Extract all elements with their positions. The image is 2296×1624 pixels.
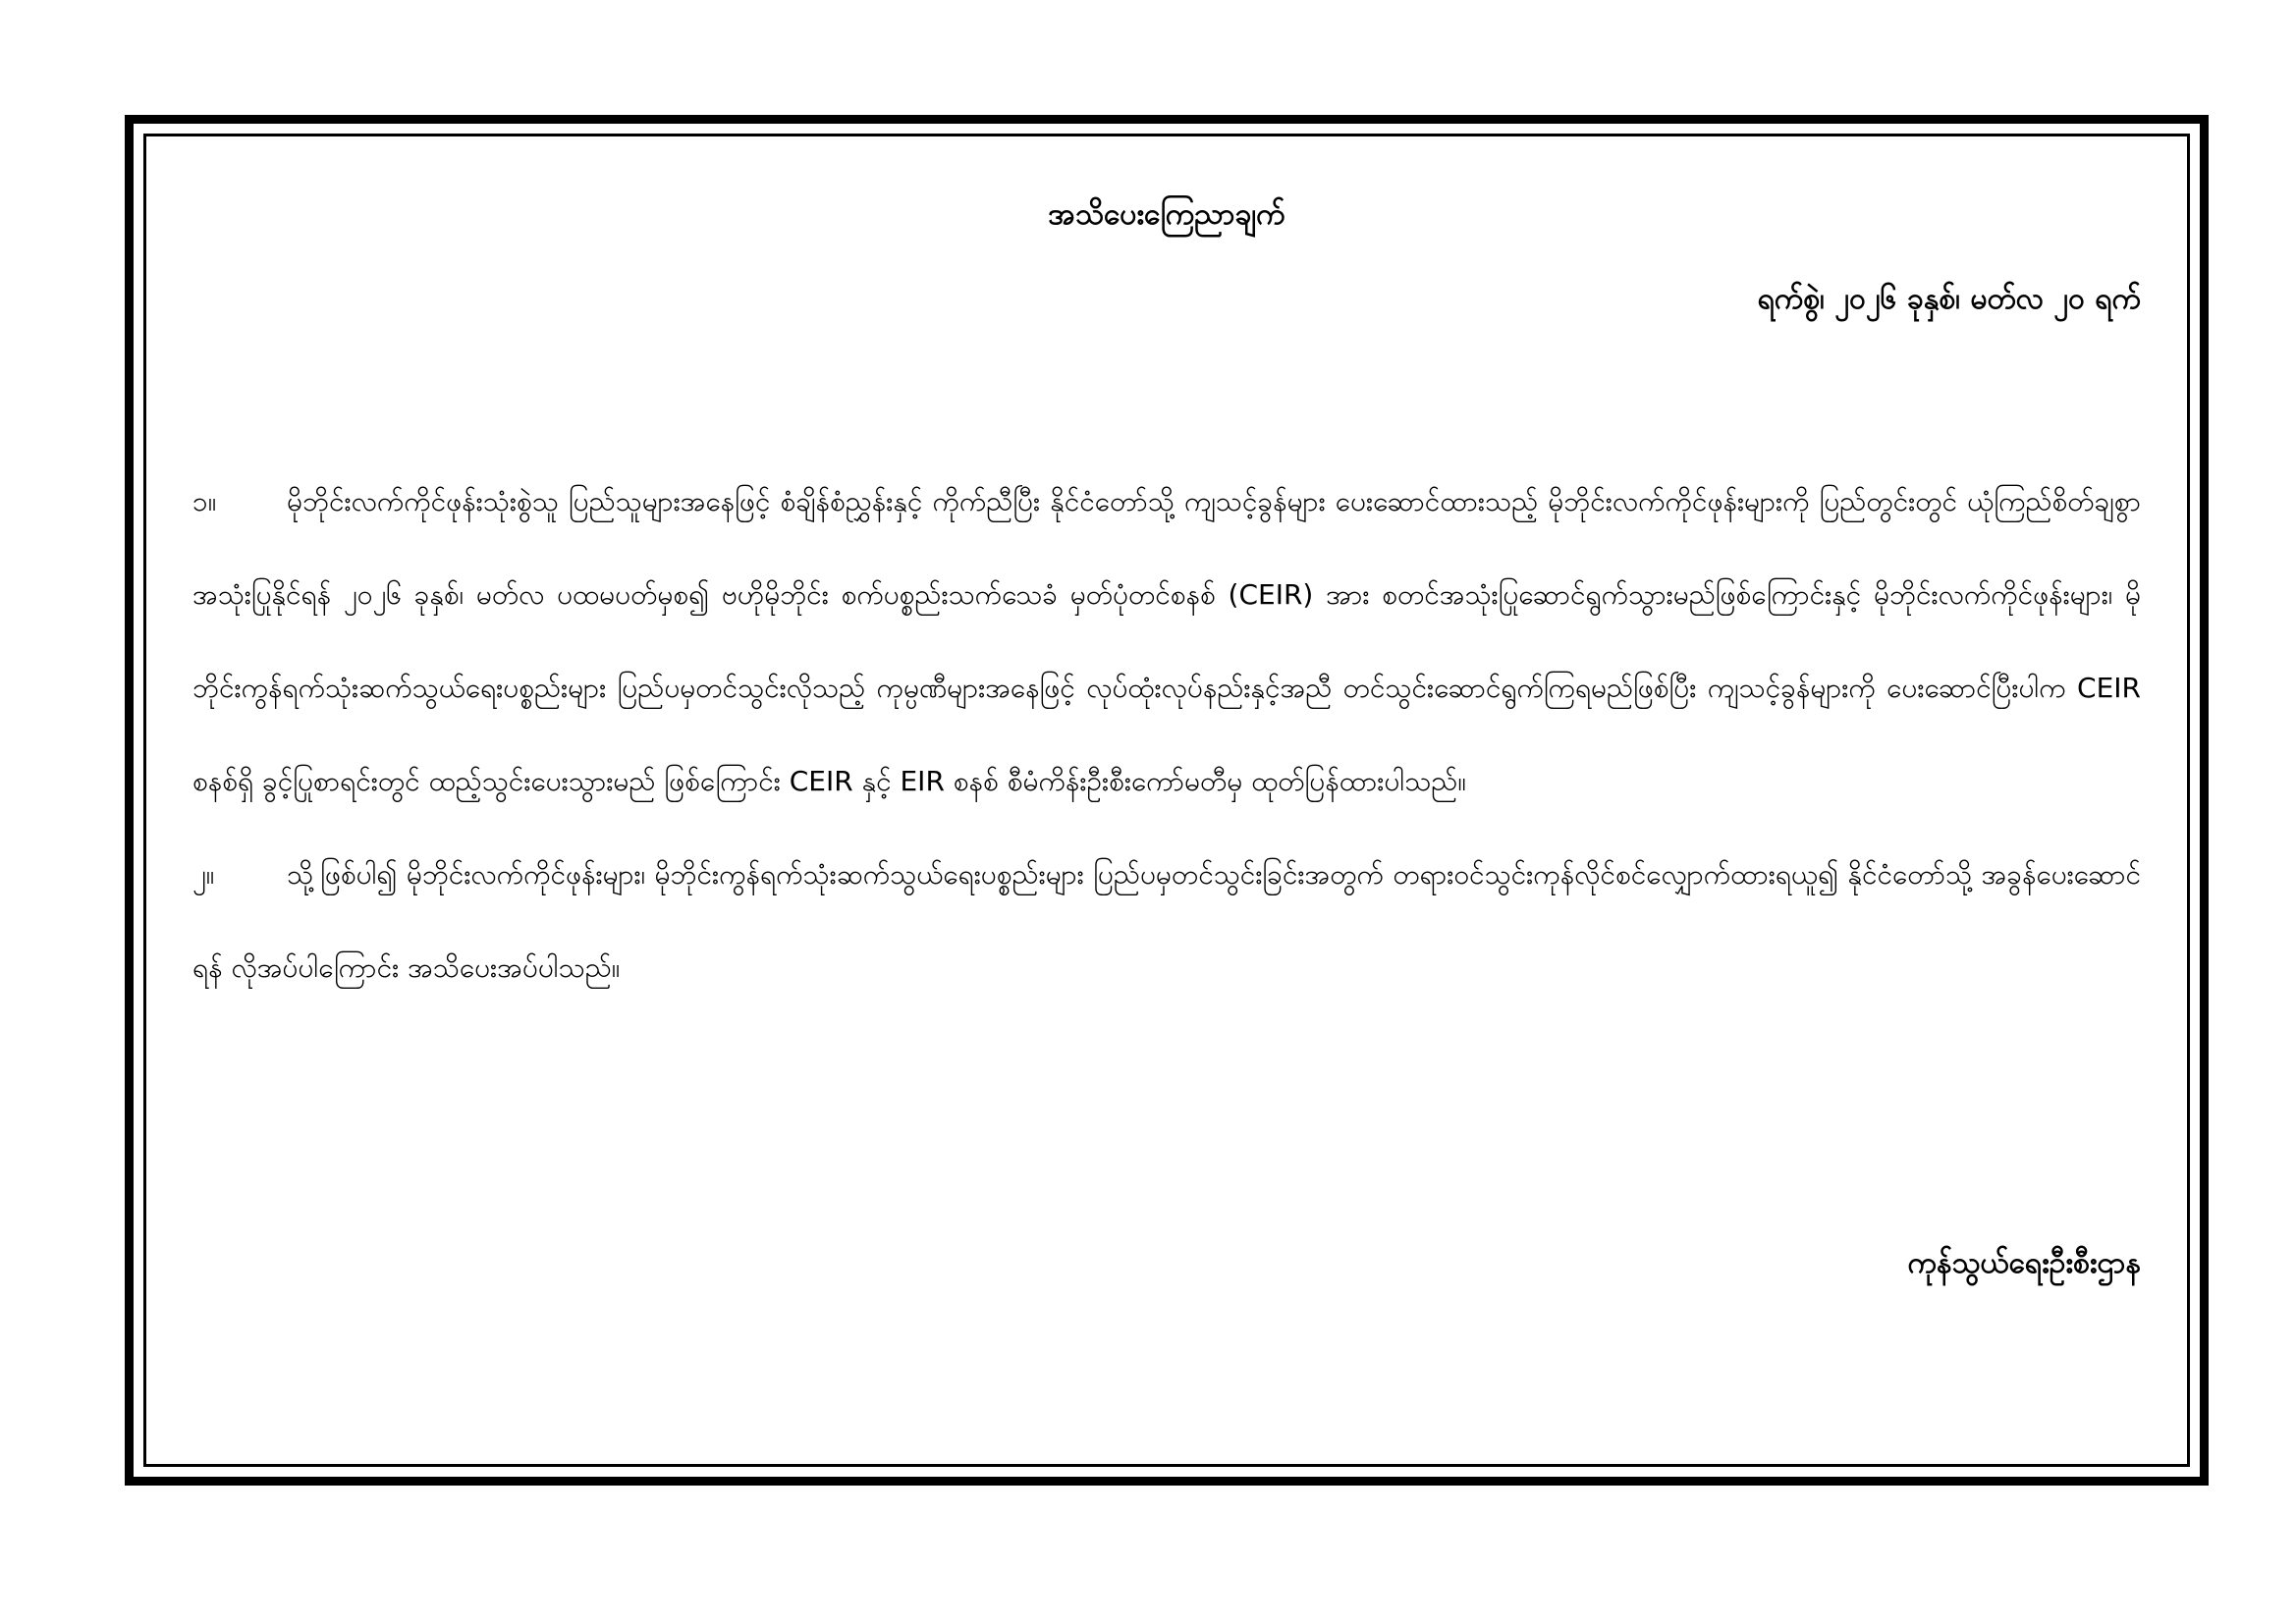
paragraph-1 xyxy=(192,455,2141,828)
document-date: ရက်စွဲ၊ ၂၀၂၆ ခုနှစ်၊ မတ်လ ၂၀ ရက် xyxy=(1757,282,2141,316)
paragraph-text: မိုဘိုင်းလက်ကိုင်ဖုန်းသုံးစွဲသူ ပြည်သူများအနေဖြင့် စံချိန်စံညွှန်းနှင့် ကိုက်ညီပြီး နိုင်ငံတော်သို့ ကျသင့်ခွန်များ ပေးဆောင်ထားသည့် မိုဘိုင်းလက်ကိုင်ဖုန်းများကို ပြည်တွင်းတွင် ယုံကြည်စိတ်ချစွာ အသုံးပြုနိုင်ရန် ၂၀၂၆ ခုနှစ်၊ မတ်လ ပထမပတ်မှစ၍ ဗဟိုမိုဘိုင်း စက်ပစ္စည်းသက်သေခံ မှတ်ပုံတင်စနစ် (CEIR) အား စတင်အသုံးပြုဆောင်ရွက်သွားမည်ဖြစ်ကြောင်းနှင့် မိုဘိုင်းလက်ကိုင်ဖုန်းများ၊ မိုဘိုင်းကွန်ရက်သုံးဆက်သွယ်ရေးပစ္စည်းများ ပြည်ပမှတင်သွင်းလိုသည့် ကုမ္ပဏီများအနေဖြင့် လုပ်ထုံးလုပ်နည်းနှင့်အညီ တင်သွင်းဆောင်ရွက်ကြရမည်ဖြစ်ပြီး ကျသင့်ခွန်များကို ပေးဆောင်ပြီးပါက CEIR စနစ်ရှိ ခွင့်ပြုစာရင်းတွင် ထည့်သွင်းပေးသွားမည် ဖြစ်ကြောင်း CEIR နှင့် EIR စနစ် စီမံကိန်းဦးစီးကော်မတီမှ ထုတ်ပြန်ထားပါသည်။ xyxy=(192,485,2141,797)
paragraph-text: သို့ဖြစ်ပါ၍ မိုဘိုင်းလက်ကိုင်ဖုန်းများ၊ မိုဘိုင်းကွန်ရက်သုံးဆက်သွယ်ရေးပစ္စည်းများ ပြည်ပမှတင်သွင်းခြင်းအတွက် တရားဝင်သွင်းကုန်လိုင်စင်လျှောက်ထားရယူ၍ နိုင်ငံတော်သို့ အခွန်ပေးဆောင်ရန် လိုအပ်ပါကြောင်း အသိပေးအပ်ပါသည်။ xyxy=(192,858,2141,984)
issuing-department: ကုန်သွယ်ရေးဦးစီးဌာန xyxy=(1907,1246,2141,1280)
document-body xyxy=(192,455,2141,1014)
paragraph-number: ၁။ xyxy=(192,485,217,517)
document-border-inner xyxy=(143,134,2190,1467)
document-border-outer xyxy=(125,115,2209,1486)
paragraph-number: ၂။ xyxy=(192,858,215,891)
document-content xyxy=(181,171,2153,1430)
document-title: အသိပေးကြေညာချက် xyxy=(1048,197,1285,232)
paragraph-2 xyxy=(192,828,2141,1014)
